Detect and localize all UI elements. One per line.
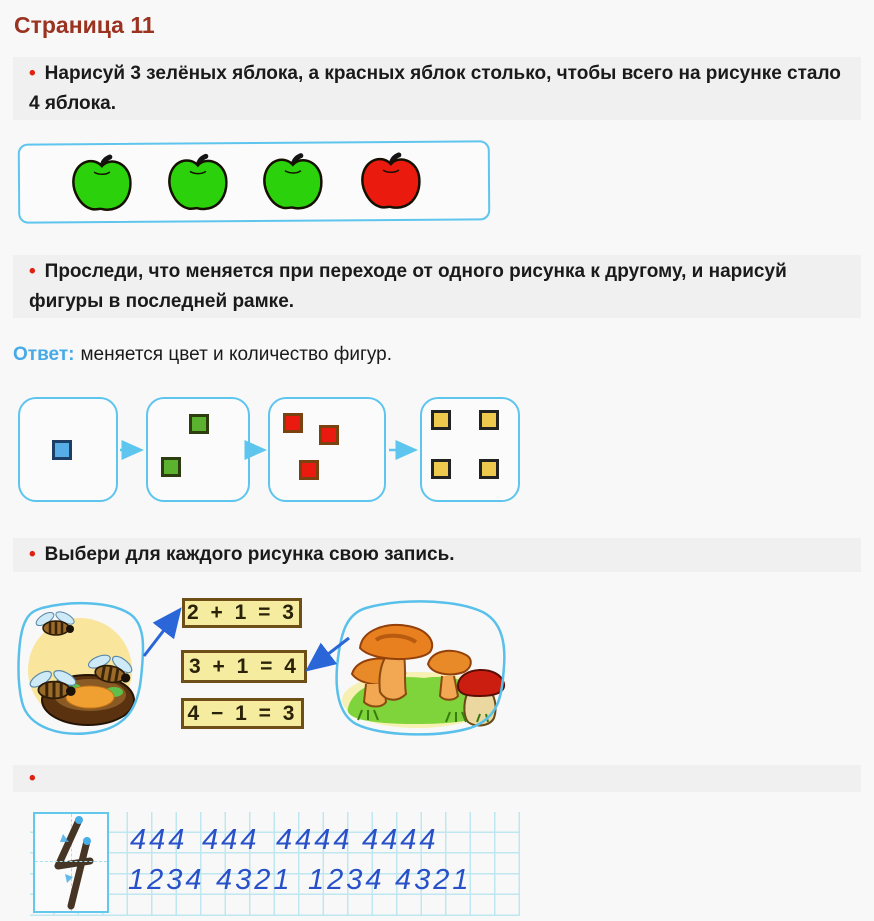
task-1-text: Нарисуй 3 зелёных яблока, а красных яблок столько, чтобы всего на рисунке стало 4 яблока.: [29, 63, 841, 114]
handwriting-sample-cell: [33, 812, 109, 913]
arrow-to-equation-1-icon: [144, 612, 178, 656]
sequence-arrows: [0, 395, 540, 505]
red-apple-icon: [359, 152, 423, 214]
answer-line: [13, 344, 392, 366]
page-title: Страница 11: [14, 12, 155, 38]
handwriting-digits: 444: [130, 824, 188, 856]
handwriting-digits: 1234: [308, 864, 385, 896]
task-1-block: [13, 57, 861, 120]
handwriting-digits: 4321: [395, 864, 472, 896]
task-3-block: [13, 538, 861, 572]
handwriting-grid: [30, 812, 520, 916]
stroke-direction-arrow-icon: [65, 874, 73, 883]
task-bullet: •: [29, 261, 36, 282]
handwriting-digits: 4444: [362, 824, 439, 856]
task-4-block: [13, 765, 861, 792]
task-2-block: [13, 255, 861, 318]
task-2-text: Проследи, что меняется при переходе от одного рисунка к другому, и нарисуй фигуры в последней рамке.: [29, 261, 787, 312]
handwriting-digits: 4444: [276, 824, 353, 856]
green-apple-icon: [166, 153, 230, 215]
equation-box-3: 4 − 1 = 3: [181, 698, 304, 729]
green-apple-icon: [261, 153, 325, 215]
big-digit-4: [35, 814, 111, 911]
handwriting-digits: 444: [202, 824, 260, 856]
equation-box-1: 2 + 1 = 3: [182, 598, 302, 628]
equation-box-2: 3 + 1 = 4: [181, 650, 307, 683]
apples-frame: [18, 140, 491, 223]
task-3-text: Выбери для каждого рисунка свою запись.: [44, 544, 455, 565]
green-apple-icon: [70, 154, 134, 216]
handwriting-digits: 4321: [216, 864, 293, 896]
task-bullet: •: [29, 544, 36, 565]
task-bullet: •: [29, 63, 36, 84]
answer-text: меняется цвет и количество фигур.: [80, 344, 393, 365]
handwriting-digits: 1234: [128, 864, 205, 896]
answer-label: Ответ:: [13, 344, 75, 365]
arrow-to-equation-2-icon: [310, 638, 349, 668]
task-bullet: •: [29, 768, 36, 789]
matching-arrows: [130, 600, 360, 720]
